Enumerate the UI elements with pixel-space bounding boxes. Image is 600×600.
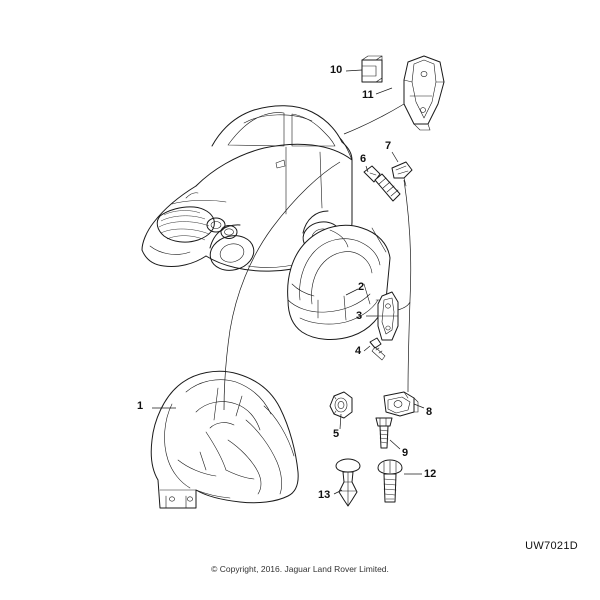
- callout-7: 7: [385, 140, 392, 152]
- part-9-bolt: [376, 418, 392, 448]
- callout-3: 3: [356, 310, 363, 322]
- callout-4: 4: [355, 345, 362, 357]
- callout-13: 13: [318, 489, 331, 501]
- callout-10: 10: [330, 64, 343, 76]
- callout-9: 9: [402, 447, 409, 459]
- part-code-label: UW7021D: [525, 540, 578, 552]
- part-7-clip: [392, 162, 412, 186]
- copyright-notice: © Copyright, 2016. Jaguar Land Rover Limited.: [211, 564, 389, 574]
- part-11-bracket: [404, 56, 444, 130]
- callout-5: 5: [333, 428, 340, 440]
- part-13-rivet: [336, 459, 360, 506]
- part-8-clamp: [384, 392, 418, 416]
- callout-12: 12: [424, 468, 437, 480]
- part-12-bolt: [378, 460, 402, 502]
- part-4-screw: [370, 338, 385, 360]
- part-1-front-arch-liner: [151, 371, 298, 508]
- callout-1: 1: [137, 400, 144, 412]
- callout-11: 11: [362, 89, 374, 101]
- part-2-rear-arch-liner: [288, 225, 390, 339]
- part-3-bracket: [378, 292, 398, 340]
- part-10-bracket: [362, 56, 382, 82]
- callout-6: 6: [360, 153, 367, 165]
- callout-2: 2: [358, 281, 365, 293]
- callout-8: 8: [426, 406, 433, 418]
